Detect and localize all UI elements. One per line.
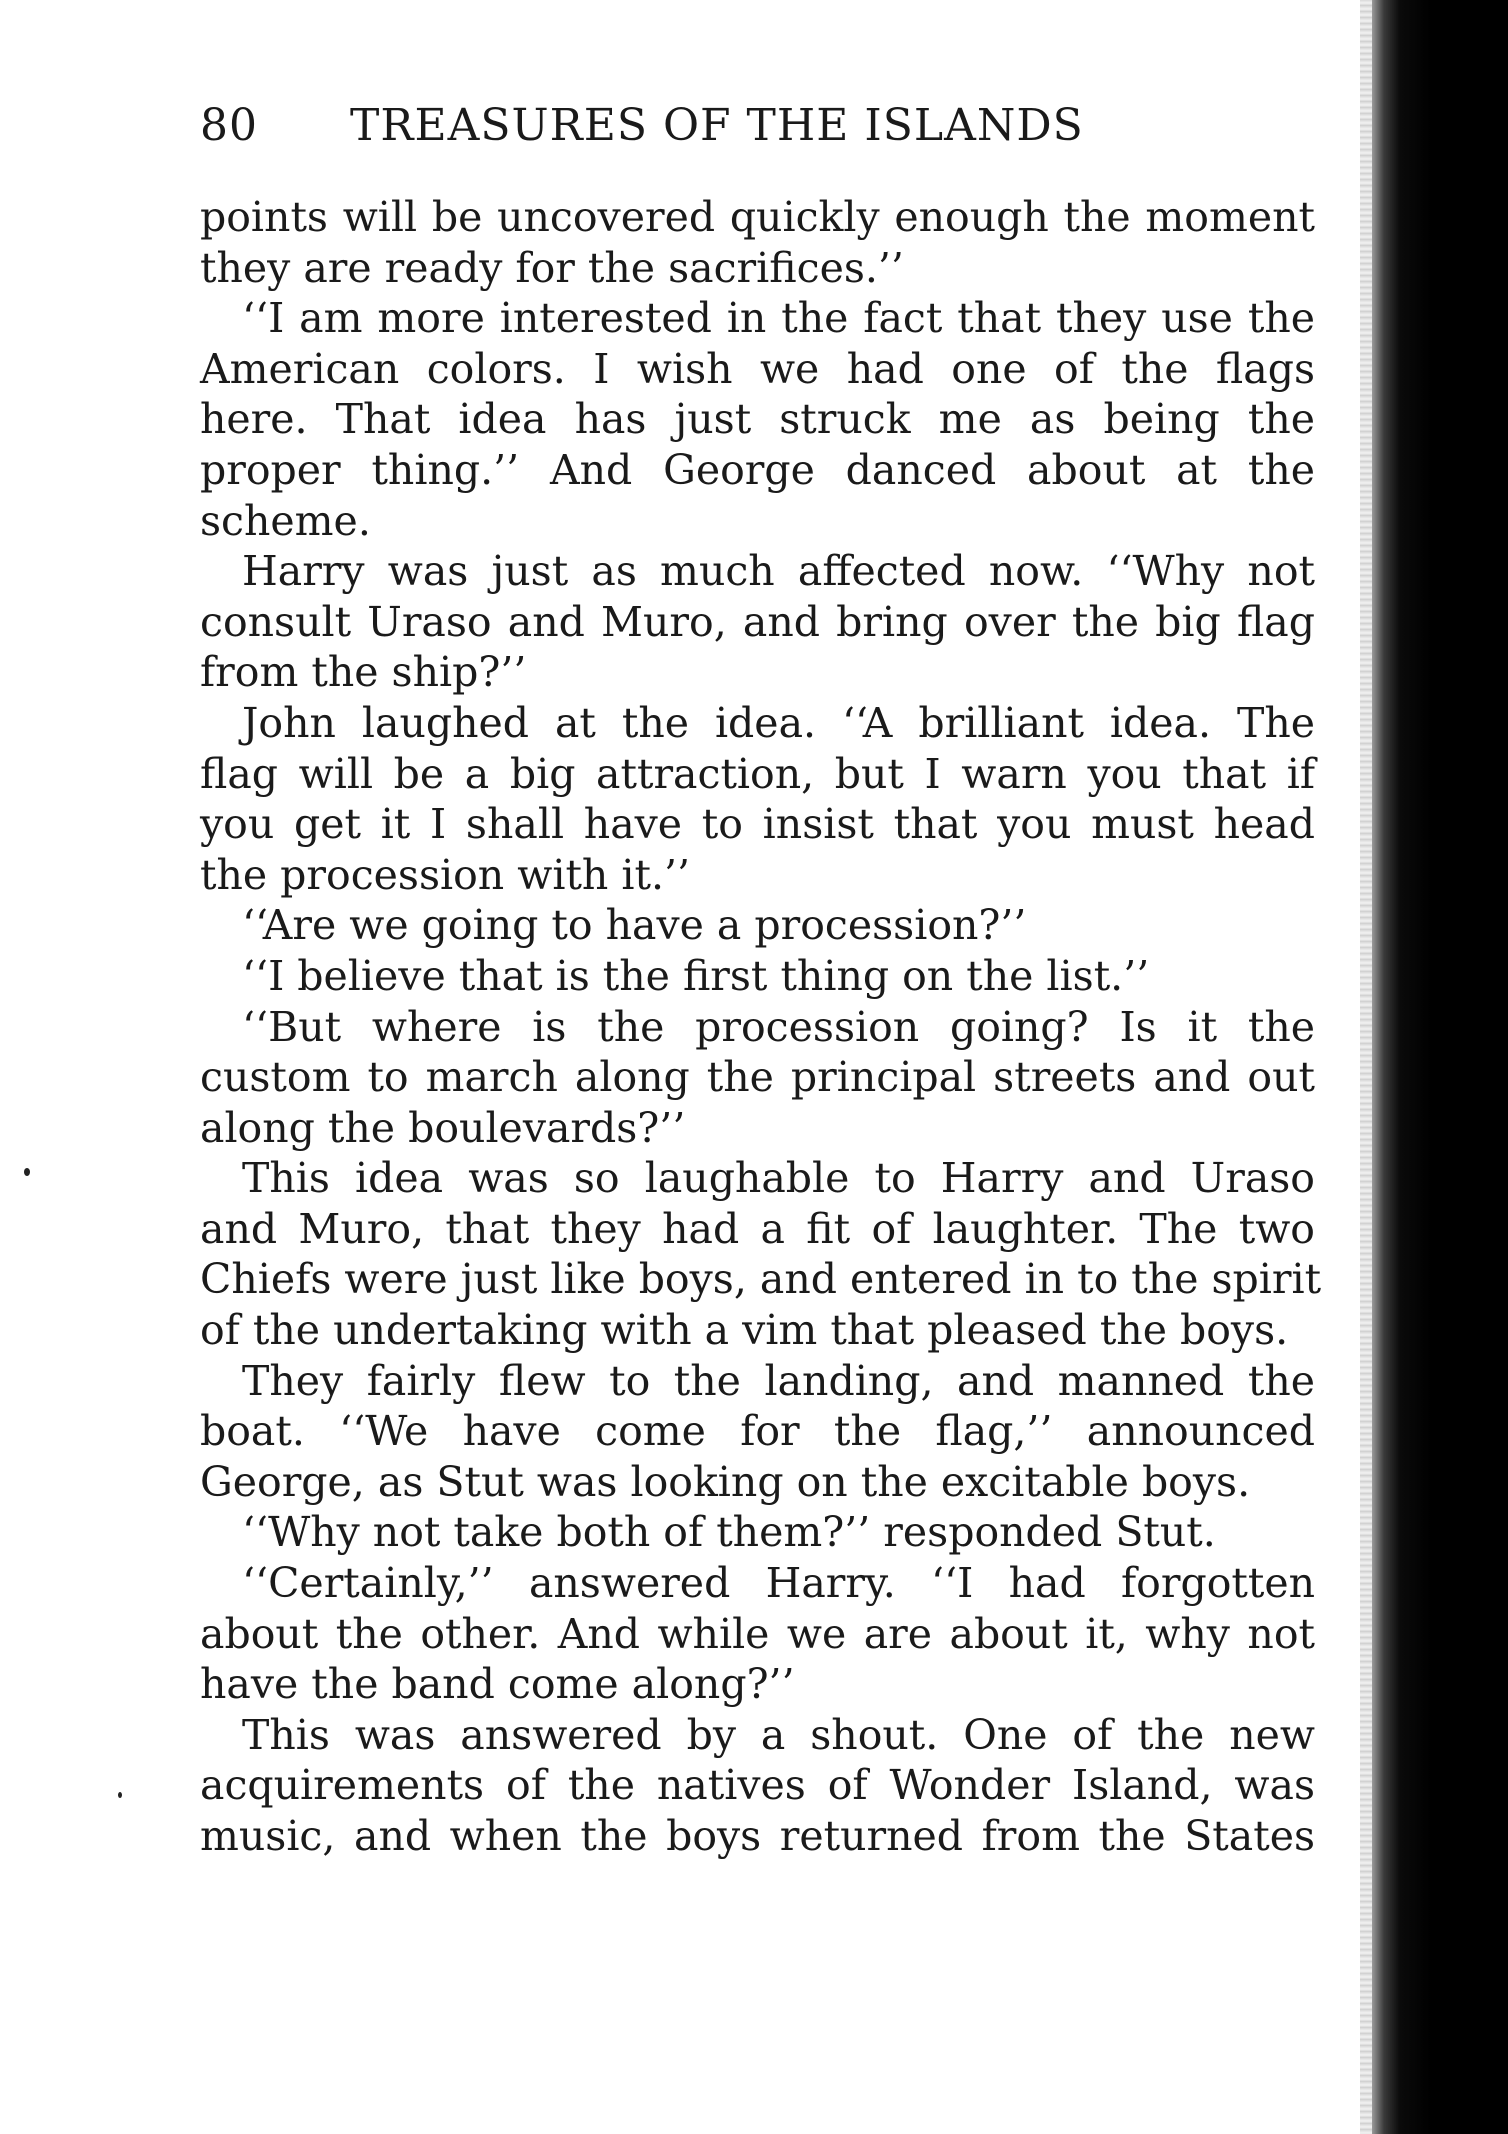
text-line: American colors. I wish we had one of the flags bbox=[200, 344, 1315, 393]
text-line: Harry was just as much affected now. ‘‘Why not bbox=[242, 547, 1315, 596]
text-line: They fairly flew to the landing, and manned the bbox=[242, 1356, 1315, 1405]
text-line: consult Uraso and Muro, and bring over the big flag bbox=[200, 597, 1315, 646]
text-line: acquirements of the natives of Wonder Island, was bbox=[200, 1761, 1315, 1810]
page-edge-binding bbox=[1372, 0, 1508, 2134]
text-line: custom to march along the principal streets and out bbox=[200, 1053, 1315, 1102]
text-line: ‘‘But where is the procession going? Is it the bbox=[242, 1002, 1315, 1051]
text-line: ‘‘I believe that is the first thing on the list.’’ bbox=[242, 951, 1150, 1000]
text-line: proper thing.’’ And George danced about at the bbox=[200, 445, 1315, 494]
text-line: John laughed at the idea. ‘‘A brilliant idea. The bbox=[242, 698, 1315, 747]
text-line: along the boulevards?’’ bbox=[200, 1103, 686, 1152]
text-line: This idea was so laughable to Harry and Uraso bbox=[242, 1154, 1315, 1203]
page-header bbox=[200, 100, 1200, 160]
text-line: ‘‘I am more interested in the fact that they use the bbox=[242, 294, 1315, 343]
text-line: here. That idea has just struck me as being the bbox=[200, 395, 1315, 444]
text-line: of the undertaking with a vim that pleased the boys. bbox=[200, 1306, 1289, 1355]
text-line: George, as Stut was looking on the excitable boys. bbox=[200, 1457, 1251, 1506]
text-line: ‘‘Why not take both of them?’’ responded Stut. bbox=[242, 1508, 1216, 1557]
text-line: ‘‘Certainly,’’ answered Harry. ‘‘I had forgotten bbox=[242, 1559, 1315, 1608]
text-line: the procession with it.’’ bbox=[200, 850, 691, 899]
text-line: about the other. And while we are about it, why not bbox=[200, 1609, 1315, 1658]
text-line: Chiefs were just like boys, and entered in to the spirit bbox=[200, 1255, 1322, 1304]
text-line: points will be uncovered quickly enough the moment bbox=[200, 193, 1315, 241]
text-line: they are ready for the sacrifices.’’ bbox=[200, 243, 904, 292]
text-line: and Muro, that they had a fit of laughter. The two bbox=[200, 1204, 1315, 1253]
text-line: scheme. bbox=[200, 496, 371, 545]
text-line: from the ship?’’ bbox=[200, 648, 527, 697]
text-line: flag will be a big attraction, but I warn you that if bbox=[200, 749, 1315, 798]
text-line: have the band come along?’’ bbox=[200, 1660, 795, 1709]
scan-speck bbox=[118, 1792, 122, 1798]
page-number: 80 bbox=[200, 100, 258, 151]
scan-speck bbox=[24, 1168, 30, 1176]
text-line: you get it I shall have to insist that you must head bbox=[200, 800, 1315, 849]
running-title: TREASURES OF THE ISLANDS bbox=[350, 100, 1084, 151]
text-line: ‘‘Are we going to have a procession?’’ bbox=[242, 901, 1027, 950]
body-text bbox=[200, 192, 1322, 1862]
text-line: This was answered by a shout. One of the new bbox=[242, 1710, 1315, 1759]
text-line: boat. ‘‘We have come for the flag,’’ announced bbox=[200, 1407, 1315, 1456]
text-line: music, and when the boys returned from the States bbox=[200, 1812, 1315, 1860]
